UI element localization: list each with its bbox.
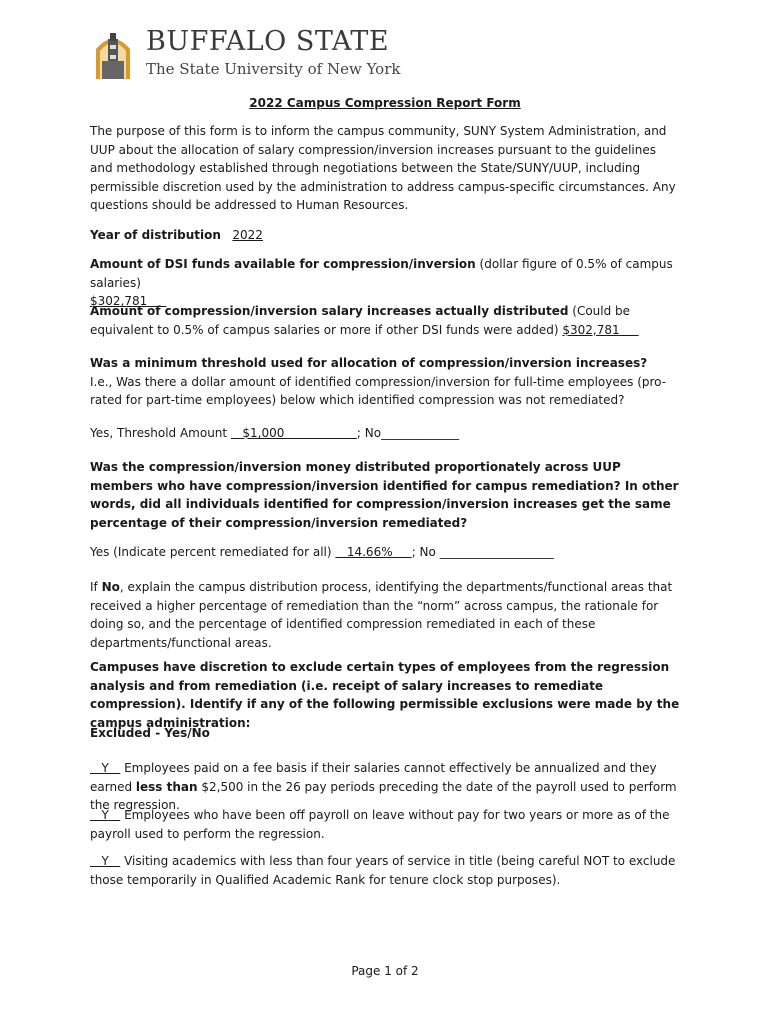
exclusion-text-a: Employees paid on a fee basis if their salaries cannot effectively be annualized and they earned bbox=[90, 761, 657, 794]
buffalo-state-logo bbox=[90, 27, 400, 85]
exclusion-mark: Y bbox=[101, 808, 109, 822]
threshold-yes-label: Yes, Threshold Amount bbox=[90, 426, 228, 440]
proportional-question: Was the compression/inversion money distributed proportionately across UUP members who have compression/inversion identified for campus remediation? In other words, did all individuals identified for compression/inversion increases get the same percentage of their compression/inversion remediated? bbox=[90, 460, 679, 530]
logo-name: BUFFALO STATE bbox=[146, 26, 390, 57]
actual-note: (Could be equivalent to 0.5% of campus salaries or more if other DSI funds were added) bbox=[90, 304, 631, 337]
excluded-header bbox=[90, 724, 680, 743]
if-no-prefix: If bbox=[90, 580, 98, 594]
exclusion-item bbox=[90, 806, 680, 843]
year-row bbox=[90, 226, 680, 245]
threshold-answer: Yes, Threshold Amount $1,000 ; No_____________ bbox=[90, 426, 460, 440]
excluded-header-text: Excluded - Yes/No bbox=[90, 726, 210, 740]
actual-value: $302,781 bbox=[562, 322, 620, 337]
year-label: Year of distribution bbox=[90, 228, 221, 242]
discretion-paragraph: Campuses have discretion to exclude certain types of employees from the regression analysis and from remediation (i.e. receipt of salary increases to remediate compression). Identify if any of the following permissible exclusions were made by the campus administration: bbox=[90, 660, 680, 730]
actual-row bbox=[90, 302, 680, 339]
intro-paragraph: The purpose of this form is to inform the campus community, SUNY System Administration, and UUP about the allocation of salary compression/inversion increases pursuant to the guidelines and methodology established through negotiations between the State/SUNY/UUP, including permissible discretion used by the administration to address campus-specific circumstances. Any questions should be addressed to Human Resources. bbox=[90, 124, 676, 212]
dsi-value: $302,781 bbox=[90, 294, 148, 308]
proportional-yes-value: 14.66% bbox=[346, 545, 393, 559]
threshold-yes-value: $1,000 bbox=[242, 426, 285, 440]
exclusion-text-b: $2,500 in the 26 pay periods preceding the date of the payroll used to perform the regression. bbox=[90, 779, 677, 812]
year-value: 2022 bbox=[232, 228, 263, 242]
if-no-paragraph bbox=[90, 578, 680, 652]
page-footer: Page 1 of 2 bbox=[351, 964, 419, 978]
threshold-section bbox=[90, 354, 680, 410]
proportional-yes-label: Yes (Indicate percent remediated for all) bbox=[90, 545, 332, 559]
if-no-text: , explain the campus distribution process, identifying the departments/functional areas that received a higher percentage of remediation than the “norm” across campus, the rationale for doing so, and the percentage of identified compression remediated in each of these departments/functional areas. bbox=[90, 580, 673, 650]
exclusion-mark: Y bbox=[101, 761, 109, 775]
dsi-note: (dollar figure of 0.5% of campus salaries) bbox=[90, 257, 673, 290]
tower-seal-icon bbox=[90, 27, 136, 83]
if-no-bold: No bbox=[101, 580, 120, 594]
threshold-question: Was a minimum threshold used for allocation of compression/inversion increases? bbox=[90, 356, 648, 370]
exclusion-item bbox=[90, 852, 680, 889]
threshold-detail: I.e., Was there a dollar amount of identified compression/inversion for full-time employees (pro-rated for part-time employees) below which identified compression was not remediated? bbox=[90, 374, 667, 407]
exclusion-text: Employees who have been off payroll on leave without pay for two years or more as of the payroll used to perform the regression. bbox=[90, 808, 670, 841]
proportional-answer: Yes (Indicate percent remediated for all) 14.66% ; No ___________________ bbox=[90, 545, 554, 559]
page-title: 2022 Campus Compression Report Form bbox=[249, 96, 521, 110]
actual-label: Amount of compression/inversion salary increases actually distributed bbox=[90, 304, 569, 318]
logo-subtitle: The State University of New York bbox=[146, 60, 401, 78]
exclusion-mark: Y bbox=[101, 854, 109, 868]
proportional-no-label: ; No bbox=[411, 545, 436, 559]
dsi-label: Amount of DSI funds available for compression/inversion bbox=[90, 257, 476, 271]
threshold-no-label: ; No bbox=[356, 426, 382, 440]
exclusion-bold: less than bbox=[135, 779, 198, 794]
exclusion-text: Visiting academics with less than four years of service in title (being careful NOT to exclude those temporarily in Qualified Academic Rank for tenure clock stop purposes). bbox=[90, 854, 676, 887]
